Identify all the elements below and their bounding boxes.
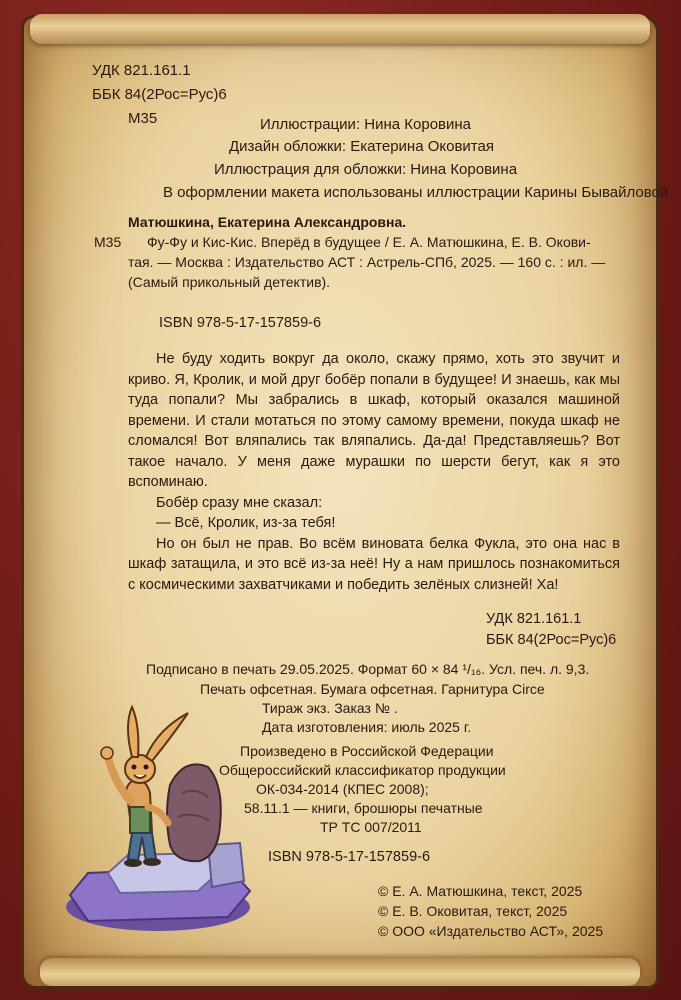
footer-bbk: ББК 84(2Рос=Рус)6 (486, 632, 617, 648)
udk-code: УДК 821.161.1 (92, 62, 191, 79)
isbn-bottom: ISBN 978-5-17-157859-6 (268, 849, 431, 865)
production-line-3: ОК-034-2014 (КПЕС 2008); (256, 781, 429, 797)
rabbit-eye-right (144, 765, 149, 770)
catalog-mark: М35 (94, 234, 122, 250)
rabbit-smile (134, 775, 146, 778)
print-line-3: Тираж экз. Заказ № . (262, 700, 398, 716)
annotation-paragraph-1: Не буду ходить вокруг да около, скажу прямо, хоть это звучит и криво. Я, Кролик, и мой друг бобёр попали в будущее! И знаешь, как мы туда попали? Мы забрались в шкаф, который оказался машиной времени. И стали мотаться по этому самому времени, покуда шкаф не сломался! Вот вляпались так вляпались. Да-да! Представляешь? Вот такое начало. У меня даже мурашки по шерсти бегут, как я это вспоминаю. (128, 351, 620, 490)
production-line-4: 58.11.1 — книги, брошюры печатные (244, 800, 483, 816)
annotation-text (128, 349, 620, 595)
production-line-1: Произведено в Российской Федерации (240, 743, 494, 759)
print-line-2: Печать офсетная. Бумага офсетная. Гарнитура Circe (200, 681, 545, 697)
author-mark: М35 (128, 110, 158, 127)
rabbit-shoe-right (143, 858, 161, 866)
print-line-4: Дата изготовления: июль 2025 г. (262, 719, 472, 735)
catalog-author: Матюшкина, Екатерина Александровна. (128, 214, 407, 230)
rabbit-ear-right (146, 713, 188, 761)
annotation-paragraph-4: Но он был не прав. Во всём виновата белка Фукла, это она нас в шкаф затащила, и это всё из-за неё! Ну а нам пришлось познакомиться с космическими захватчиками и победить зелёных слизней! Ха! (128, 535, 620, 593)
rabbit-shirt (130, 807, 150, 833)
production-line-5: ТР ТС 007/2011 (320, 819, 422, 835)
rabbit-hand (101, 747, 113, 759)
annotation-paragraph-2: Бобёр сразу мне сказал: (156, 494, 323, 511)
footer-udk: УДК 821.161.1 (486, 611, 582, 627)
annotation-paragraph-3: — Всё, Кролик, из-за тебя! (156, 515, 336, 531)
copyright-2: © Е. В. Оковитая, текст, 2025 (378, 903, 568, 919)
catalog-line-2: тая. — Москва : Издательство АСТ : Астрель-СПб, 2025. — 160 с. : ил. — (128, 254, 606, 270)
scroll-top-curl (30, 14, 650, 44)
credit-cover-illustration: Иллюстрация для обложки: Нина Коровина (214, 161, 518, 178)
rabbit-eye-left (132, 765, 137, 770)
catalog-line-1: Фу-Фу и Кис-Кис. Вперёд в будущее / Е. А. Матюшкина, Е. В. Окови- (147, 234, 591, 250)
scroll-bottom-curl (40, 958, 640, 986)
rabbit-mascot-illustration (58, 695, 258, 935)
bbk-code: ББК 84(2Рос=Рус)6 (92, 86, 227, 103)
standing-stone (167, 764, 221, 861)
production-line-2: Общероссийский классификатор продукции (219, 762, 506, 778)
rabbit-ear-left (128, 707, 138, 757)
print-line-1: Подписано в печать 29.05.2025. Формат 60 × 84 ¹/₁₆. Усл. печ. л. 9,3. (146, 661, 590, 677)
credit-cover-design: Дизайн обложки: Екатерина Оковитая (229, 138, 494, 155)
copyright-1: © Е. А. Матюшкина, текст, 2025 (378, 883, 583, 899)
catalog-line-3: (Самый прикольный детектив). (128, 274, 331, 290)
credit-layout-note: В оформлении макета использованы иллюстрации Карины Бывайловой (163, 184, 669, 201)
credit-illustrations: Иллюстрации: Нина Коровина (260, 116, 472, 133)
copyright-3: © ООО «Издательство АСТ», 2025 (378, 923, 604, 939)
catalog-isbn: ISBN 978-5-17-157859-6 (159, 315, 322, 331)
rabbit-shoe-left (124, 859, 142, 867)
